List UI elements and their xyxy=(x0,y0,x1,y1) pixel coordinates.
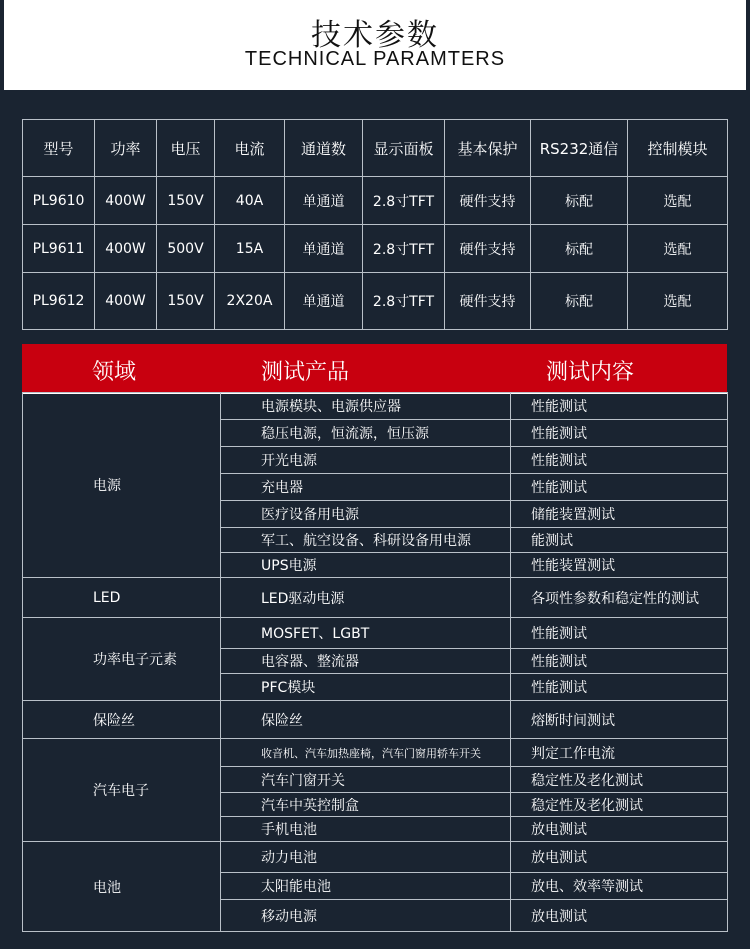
spec-header-row xyxy=(23,120,728,177)
product-cell: 稳压电源，恒流源，恒压源 xyxy=(221,420,511,447)
spec-cell: 选配 xyxy=(628,225,728,273)
content-cell: 放电、效率等测试 xyxy=(511,873,728,900)
spec-cell: 选配 xyxy=(628,273,728,330)
application-row xyxy=(23,842,728,873)
content-cell: 性能测试 xyxy=(511,649,728,674)
application-row xyxy=(23,701,728,739)
product-cell: 手机电池 xyxy=(221,817,511,842)
product-cell: 汽车门窗开关 xyxy=(221,767,511,793)
spec-cell: 400W xyxy=(95,273,157,330)
product-cell: MOSFET、LGBT xyxy=(221,618,511,649)
product-cell: 移动电源 xyxy=(221,900,511,932)
content-cell: 性能测试 xyxy=(511,447,728,474)
product-cell: 汽车中英控制盒 xyxy=(221,793,511,817)
header-content: 测试内容 xyxy=(546,360,635,385)
product-cell: 电容器、整流器 xyxy=(221,649,511,674)
header-domain: 领域 xyxy=(92,360,137,385)
product-cell: 电源模块、电源供应器 xyxy=(221,393,511,420)
spec-header-cell: 电流 xyxy=(215,120,285,177)
spec-cell: 标配 xyxy=(531,225,628,273)
application-row xyxy=(23,578,728,618)
spec-table xyxy=(22,119,728,330)
spec-row xyxy=(23,177,728,225)
content-cell: 性能测试 xyxy=(511,393,728,420)
spec-header-cell: 功率 xyxy=(95,120,157,177)
content-cell: 放电测试 xyxy=(511,900,728,932)
spec-header-cell: 显示面板 xyxy=(363,120,445,177)
spec-cell: 2.8寸TFT xyxy=(363,225,445,273)
spec-cell: 标配 xyxy=(531,273,628,330)
page-title: 技术参数 xyxy=(311,18,439,53)
application-row xyxy=(23,618,728,649)
product-cell: 太阳能电池 xyxy=(221,873,511,900)
spec-cell: 单通道 xyxy=(285,273,363,330)
spec-cell: 单通道 xyxy=(285,177,363,225)
spec-cell: 500V xyxy=(157,225,215,273)
spec-cell: 单通道 xyxy=(285,225,363,273)
content-cell: 各项性参数和稳定性的测试 xyxy=(511,578,728,618)
spec-cell: 400W xyxy=(95,225,157,273)
application-row xyxy=(23,739,728,767)
product-cell: LED驱动电源 xyxy=(221,578,511,618)
spec-cell: PL9612 xyxy=(23,273,95,330)
spec-cell: 400W xyxy=(95,177,157,225)
content-cell: 判定工作电流 xyxy=(511,739,728,767)
content-cell: 性能装置测试 xyxy=(511,553,728,578)
spec-cell: 硬件支持 xyxy=(445,177,531,225)
content-cell: 能测试 xyxy=(511,528,728,553)
content-cell: 性能测试 xyxy=(511,674,728,701)
spec-cell: 2X20A xyxy=(215,273,285,330)
spec-cell: 40A xyxy=(215,177,285,225)
application-row xyxy=(23,393,728,420)
domain-cell: 汽车电子 xyxy=(23,739,221,842)
product-cell: 军工、航空设备、科研设备用电源 xyxy=(221,528,511,553)
spec-cell: 选配 xyxy=(628,177,728,225)
spec-header-cell: RS232通信 xyxy=(531,120,628,177)
spec-header-cell: 基本保护 xyxy=(445,120,531,177)
content-cell: 储能装置测试 xyxy=(511,501,728,528)
product-cell: UPS电源 xyxy=(221,553,511,578)
content-cell: 性能测试 xyxy=(511,474,728,501)
spec-cell: 2.8寸TFT xyxy=(363,177,445,225)
spec-row xyxy=(23,273,728,330)
product-cell: 保险丝 xyxy=(221,701,511,739)
page-subtitle: TECHNICAL PARAMTERS xyxy=(244,48,506,70)
spec-row xyxy=(23,225,728,273)
product-cell: 开光电源 xyxy=(221,447,511,474)
application-table-header xyxy=(22,344,727,394)
spec-header-cell: 控制模块 xyxy=(628,120,728,177)
spec-cell: 150V xyxy=(157,273,215,330)
spec-header-cell: 型号 xyxy=(23,120,95,177)
product-cell: 医疗设备用电源 xyxy=(221,501,511,528)
domain-cell: LED xyxy=(23,578,221,618)
product-cell: 收音机、汽车加热座椅，汽车门窗用轿车开关 xyxy=(221,739,511,767)
spec-cell: 硬件支持 xyxy=(445,273,531,330)
spec-cell: 标配 xyxy=(531,177,628,225)
content-cell: 性能测试 xyxy=(511,420,728,447)
content-cell: 放电测试 xyxy=(511,817,728,842)
content-cell: 熔断时间测试 xyxy=(511,701,728,739)
page-header xyxy=(4,0,746,90)
content-cell: 性能测试 xyxy=(511,618,728,649)
product-cell: 充电器 xyxy=(221,474,511,501)
product-cell: 动力电池 xyxy=(221,842,511,873)
spec-cell: PL9611 xyxy=(23,225,95,273)
spec-cell: 15A xyxy=(215,225,285,273)
spec-header-cell: 通道数 xyxy=(285,120,363,177)
spec-cell: 150V xyxy=(157,177,215,225)
spec-cell: PL9610 xyxy=(23,177,95,225)
spec-cell: 硬件支持 xyxy=(445,225,531,273)
domain-cell: 电池 xyxy=(23,842,221,932)
spec-cell: 2.8寸TFT xyxy=(363,273,445,330)
domain-cell: 功率电子元素 xyxy=(23,618,221,701)
application-table xyxy=(22,392,728,932)
content-cell: 放电测试 xyxy=(511,842,728,873)
content-cell: 稳定性及老化测试 xyxy=(511,767,728,793)
domain-cell: 保险丝 xyxy=(23,701,221,739)
content-cell: 稳定性及老化测试 xyxy=(511,793,728,817)
product-cell: PFC模块 xyxy=(221,674,511,701)
header-product: 测试产品 xyxy=(261,360,350,385)
domain-cell: 电源 xyxy=(23,393,221,578)
spec-header-cell: 电压 xyxy=(157,120,215,177)
